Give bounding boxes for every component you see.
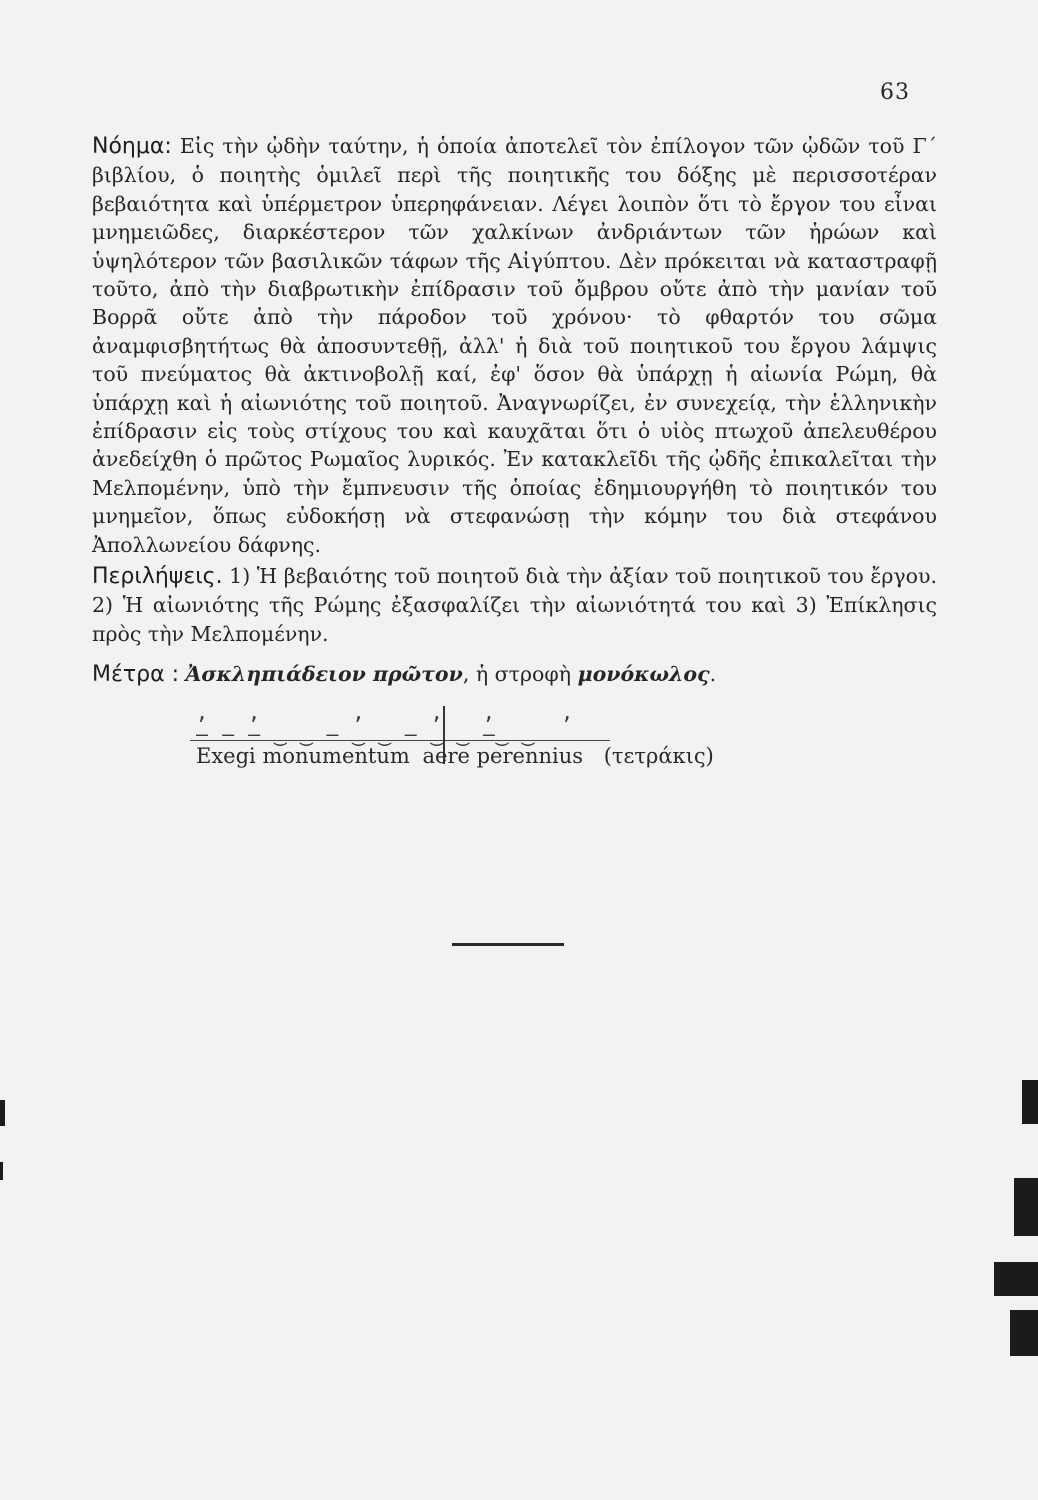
metra-end: .	[709, 662, 717, 686]
verse-note: (τετράκις)	[603, 744, 714, 768]
scan-edge-mark	[1022, 1080, 1038, 1124]
verse-word-3: aere	[422, 744, 470, 768]
scan-edge-mark	[1010, 1310, 1038, 1356]
scansion-stresses: , , , , , ,	[196, 700, 575, 724]
perilipseis-text: 1) Ἡ βεβαιότης τοῦ ποιητοῦ διὰ τὴν ἀξίαν τοῦ ποιητικοῦ του ἔργου. 2) Ἡ αἰωνιότης τῆς Ρώμης ἐξασφαλίζει τὴν αἰωνιότητά του καὶ 3) Ἐπίκλησις πρὸς τὴν Μελπομένην.	[92, 564, 937, 646]
perilipseis-paragraph	[92, 562, 937, 648]
metra-paragraph	[92, 660, 937, 689]
nohma-text: Εἰς τὴν ᾠδὴν ταύτην, ἡ ὁποία ἀποτελεῖ τὸν ἐπίλογον τῶν ᾠδῶν τοῦ Γ΄ βιβλίου, ὁ ποιητὴς ὁμιλεῖ περὶ τῆς ποιητικῆς του δόξης μὲ περισσοτέραν βεβαιότητα καὶ ὑπέρμετρον ὑπερηφάνειαν. Λέγει λοιπὸν ὅτι τὸ ἔργον του εἶναι μνημειῶδες, διαρκέστερον τῶν χαλκίνων ἀνδριάντων τῶν ἡρώων καὶ ὑψηλότερον τῶν βασιλικῶν τάφων τῆς Αἰγύπτου. Δὲν πρόκειται νὰ καταστραφῇ τοῦτο, ἀπὸ τὴν διαβρωτικὴν ἐπίδρασιν τοῦ ὄμβρου οὔτε ἀπὸ τὴν μανίαν τοῦ Βορρᾶ οὔτε ἀπὸ τὴν πάροδον τοῦ χρόνου· τὸ φθαρτόν του σῶμα ἀναμφισβητήτως θὰ ἀποσυντεθῇ, ἀλλ' ἡ διὰ τοῦ ποιητικοῦ του ἔργου λάμψις τοῦ πνεύματος θὰ ἀκτινοβολῇ καί, ἐφ' ὅσον θὰ ὑπάρχῃ ἡ αἰωνία Ρώμη, θὰ ὑπάρχῃ καὶ ἡ αἰωνιότης τοῦ ποιητοῦ. Ἀναγνωρίζει, ἐν συνεχείᾳ, τὴν ἑλληνικὴν ἐπίδρασιν εἰς τοὺς στίχους του καὶ καυχᾶται ὅτι ὁ υἱὸς πτωχοῦ ἀπελευθέρου ἀνεδείχθη ὁ πρῶτος Ρωμαῖος λυρικός. Ἐν κατακλεῖδι τῆς ᾠδῆς ἐπικαλεῖται τὴν Μελπομένην, ὑπὸ τὴν ἔμπνευσιν τῆς ὁποίας ἐδημιουργήθη τὸ ποιητικόν του μνημεῖον, ὅπως εὐδοκήσῃ νὰ στεφανώσῃ τὴν κόμην του διὰ στεφάνου Ἀπολλωνείου δάφνης.	[92, 134, 937, 557]
nohma-label: Νόημα	[92, 134, 165, 159]
section-divider	[452, 943, 564, 946]
page-number: 63	[880, 80, 910, 105]
verse-word-1: Exegi	[196, 744, 256, 768]
perilipseis-label: Περιλήψεις.	[92, 564, 223, 589]
metra-label: Μέτρα :	[92, 662, 179, 687]
verse-word-2: monumentum	[262, 744, 410, 768]
latin-verse	[196, 744, 714, 768]
scan-edge-mark	[0, 1100, 5, 1126]
scan-edge-mark	[0, 1162, 3, 1180]
meter-name: Ἀσκληπιάδειον πρῶτον	[185, 662, 463, 686]
scansion-baseline	[190, 740, 610, 741]
scan-edge-mark	[1014, 1178, 1038, 1236]
nohma-paragraph: Νόημα: Εἰς τὴν ᾠδὴν ταύτην, ἡ ὁποία ἀποτελεῖ τὸν ἐπίλογον τῶν ᾠδῶν τοῦ Γ΄ βιβλίου, ὁ ποιητὴς ὁμιλεῖ περὶ τῆς ποιητικῆς του δόξης μὲ περισσοτέραν βεβαιότητα καὶ ὑπέρμετρον ὑπερηφάνειαν. Λέγει λοιπὸν ὅτι τὸ ἔργον του εἶναι μνημειῶδες, διαρκέστερον τῶν χαλκίνων ἀνδριάντων τῶν ἡρώων καὶ ὑψηλότερον τῶν βασιλικῶν τάφων τῆς Αἰγύπτου. Δὲν πρόκειται νὰ καταστραφῇ τοῦτο, ἀπὸ τὴν διαβρωτικὴν ἐπίδρασιν τοῦ ὄμβρου οὔτε ἀπὸ τὴν μανίαν τοῦ Βορρᾶ οὔτε ἀπὸ τὴν πάροδον τοῦ χρόνου· τὸ φθαρτόν του σῶμα ἀναμφισβητήτως θὰ ἀποσυντεθῇ, ἀλλ' ἡ διὰ τοῦ ποιητικοῦ του ἔργου λάμψις τοῦ πνεύματος θὰ ἀκτινοβολῇ καί, ἐφ' ὅσον θὰ ὑπάρχῃ ἡ αἰωνία Ρώμη, θὰ ὑπάρχῃ καὶ ἡ αἰωνιότης τοῦ ποιητοῦ. Ἀναγνωρίζει, ἐν συνεχείᾳ, τὴν ἑλληνικὴν ἐπίδρασιν εἰς τοὺς στίχους του καὶ καυχᾶται ὅτι ὁ υἱὸς πτωχοῦ ἀπελευθέρου ἀνεδείχθη ὁ πρῶτος Ρωμαῖος λυρικός. Ἐν κατακλεῖδι τῆς ᾠδῆς ἐπικαλεῖται τὴν Μελπομένην, ὑπὸ τὴν ἔμπνευσιν τῆς ὁποίας ἐδημιουργήθη τὸ ποιητικόν του μνημεῖον, ὅπως εὐδοκήσῃ νὰ στεφανώσῃ τὴν κόμην του διὰ στεφάνου Ἀπολλωνείου δάφνης.	[92, 134, 937, 557]
scan-edge-mark	[994, 1262, 1038, 1296]
metra-middle: , ἡ στροφὴ	[462, 662, 578, 686]
verse-word-4: perennius	[476, 744, 584, 768]
stanza-type: μονόκωλος	[577, 662, 710, 686]
scansion-quantities: — — — ‿ ‿ — ‿ ‿ — ‿ ‿ —‿ ‿	[196, 722, 536, 746]
